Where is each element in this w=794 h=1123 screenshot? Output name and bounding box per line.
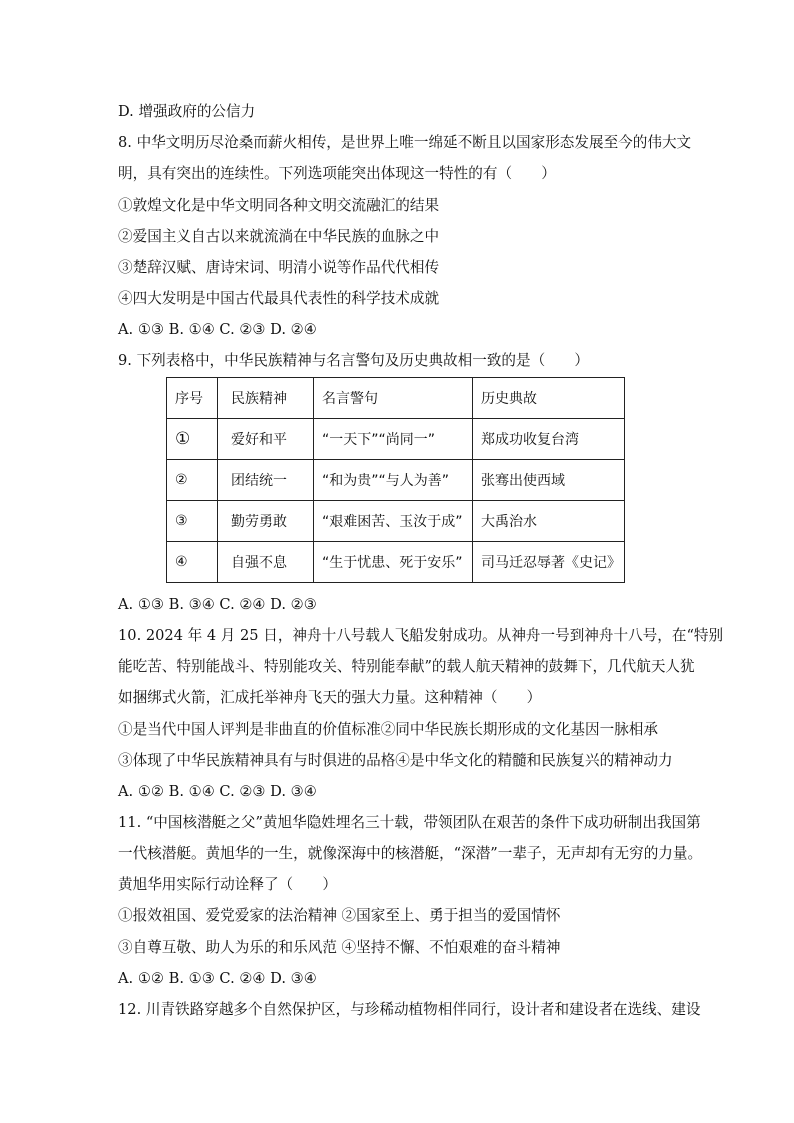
q8-statement-4: ④四大发明是中国古代最具代表性的科学技术成就 [118,290,440,307]
q9-options: A. ①③ B. ③④ C. ②④ D. ②③ [118,596,317,613]
table-cell: 司马迁忍辱著《史记》 [473,542,625,583]
q11-statements-1-2: ①报效祖国、爱党爱家的法治精神 ②国家至上、勇于担当的爱国情怀 [118,907,561,924]
table-row [167,542,625,583]
table-header-cell: 民族精神 [218,378,314,419]
table-cell: 张骞出使西域 [473,460,625,501]
q11-stem-line-3: 黄旭华用实际行动诠释了（ ） [118,876,337,893]
line-d-option: D. 增强政府的公信力 [118,103,256,120]
table-cell: “艰难困苦、玉汝于成” [314,501,473,542]
q11-options: A. ①② B. ①③ C. ②④ D. ③④ [118,970,317,987]
table-cell: “和为贵”“与人为善” [314,460,473,501]
table-cell: “生于忧患、死于安乐” [314,542,473,583]
q10-statements-3-4: ③体现了中华民族精神具有与时俱进的品格④是中华文化的精髓和民族复兴的精神动力 [118,752,673,769]
q8-statement-2: ②爱国主义自古以来就流淌在中华民族的血脉之中 [118,228,440,245]
table-header-cell: 名言警句 [314,378,473,419]
q8-stem-line-2: 明，具有突出的连续性。下列选项能突出体现这一特性的有（ ） [118,165,556,182]
table-header-cell: 序号 [167,378,218,419]
q8-stem-line-1: 8. 中华文明历尽沧桑而薪火相传，是世界上唯一绵延不断且以国家形态发展至今的伟大文 [118,134,692,151]
table-cell: ① [167,419,218,460]
table-row [167,460,625,501]
q9-table [166,377,625,583]
q12-stem-line-1: 12. 川青铁路穿越多个自然保护区，与珍稀动植物相伴同行，设计者和建设者在选线、建设 [118,1001,701,1018]
q8-statement-1: ①敦煌文化是中华文明同各种文明交流融汇的结果 [118,197,440,214]
table-cell: ③ [167,501,218,542]
q9-stem: 9. 下列表格中，中华民族精神与名言警句及历史典故相一致的是（ ） [118,352,589,369]
q10-stem-line-3: 如捆绑式火箭，汇成托举神舟飞天的强大力量。这种精神（ ） [118,689,542,706]
q11-stem-line-1: 11. “中国核潜艇之父”黄旭华隐姓埋名三十载，带领团队在艰苦的条件下成功研制出我国第 [118,814,701,831]
q10-stem-line-1: 10. 2024 年 4 月 25 日，神舟十八号载人飞船发射成功。从神舟一号到神舟十八号，在“特别 [118,627,724,644]
table-cell: 大禹治水 [473,501,625,542]
q8-statement-3: ③楚辞汉赋、唐诗宋词、明清小说等作品代代相传 [118,259,440,276]
table-cell: “一天下”“尚同一” [314,419,473,460]
table-header-cell: 历史典故 [473,378,625,419]
table-header-row [167,378,625,419]
q11-stem-line-2: 一代核潜艇。黄旭华的一生，就像深海中的核潜艇，“深潜”一辈子，无声却有无穷的力量。 [118,845,703,862]
table-cell: ④ [167,542,218,583]
table-cell: 自强不息 [218,542,314,583]
q8-options: A. ①③ B. ①④ C. ②③ D. ②④ [118,321,317,338]
q10-options: A. ①② B. ①④ C. ②③ D. ③④ [118,783,317,800]
q11-statements-3-4: ③自尊互敬、助人为乐的和乐风范 ④坚持不懈、不怕艰难的奋斗精神 [118,939,561,956]
table-row [167,501,625,542]
table-row [167,419,625,460]
table-cell: 爱好和平 [218,419,314,460]
q10-statements-1-2: ①是当代中国人评判是非曲直的价值标准②同中华民族长期形成的文化基因一脉相承 [118,721,658,738]
table-cell: 勤劳勇敢 [218,501,314,542]
q10-stem-line-2: 能吃苦、特别能战斗、特别能攻关、特别能奉献”的载人航天精神的鼓舞下，几代航天人犹 [118,658,695,675]
table-cell: ② [167,460,218,501]
table-cell: 团结统一 [218,460,314,501]
table-cell: 郑成功收复台湾 [473,419,625,460]
